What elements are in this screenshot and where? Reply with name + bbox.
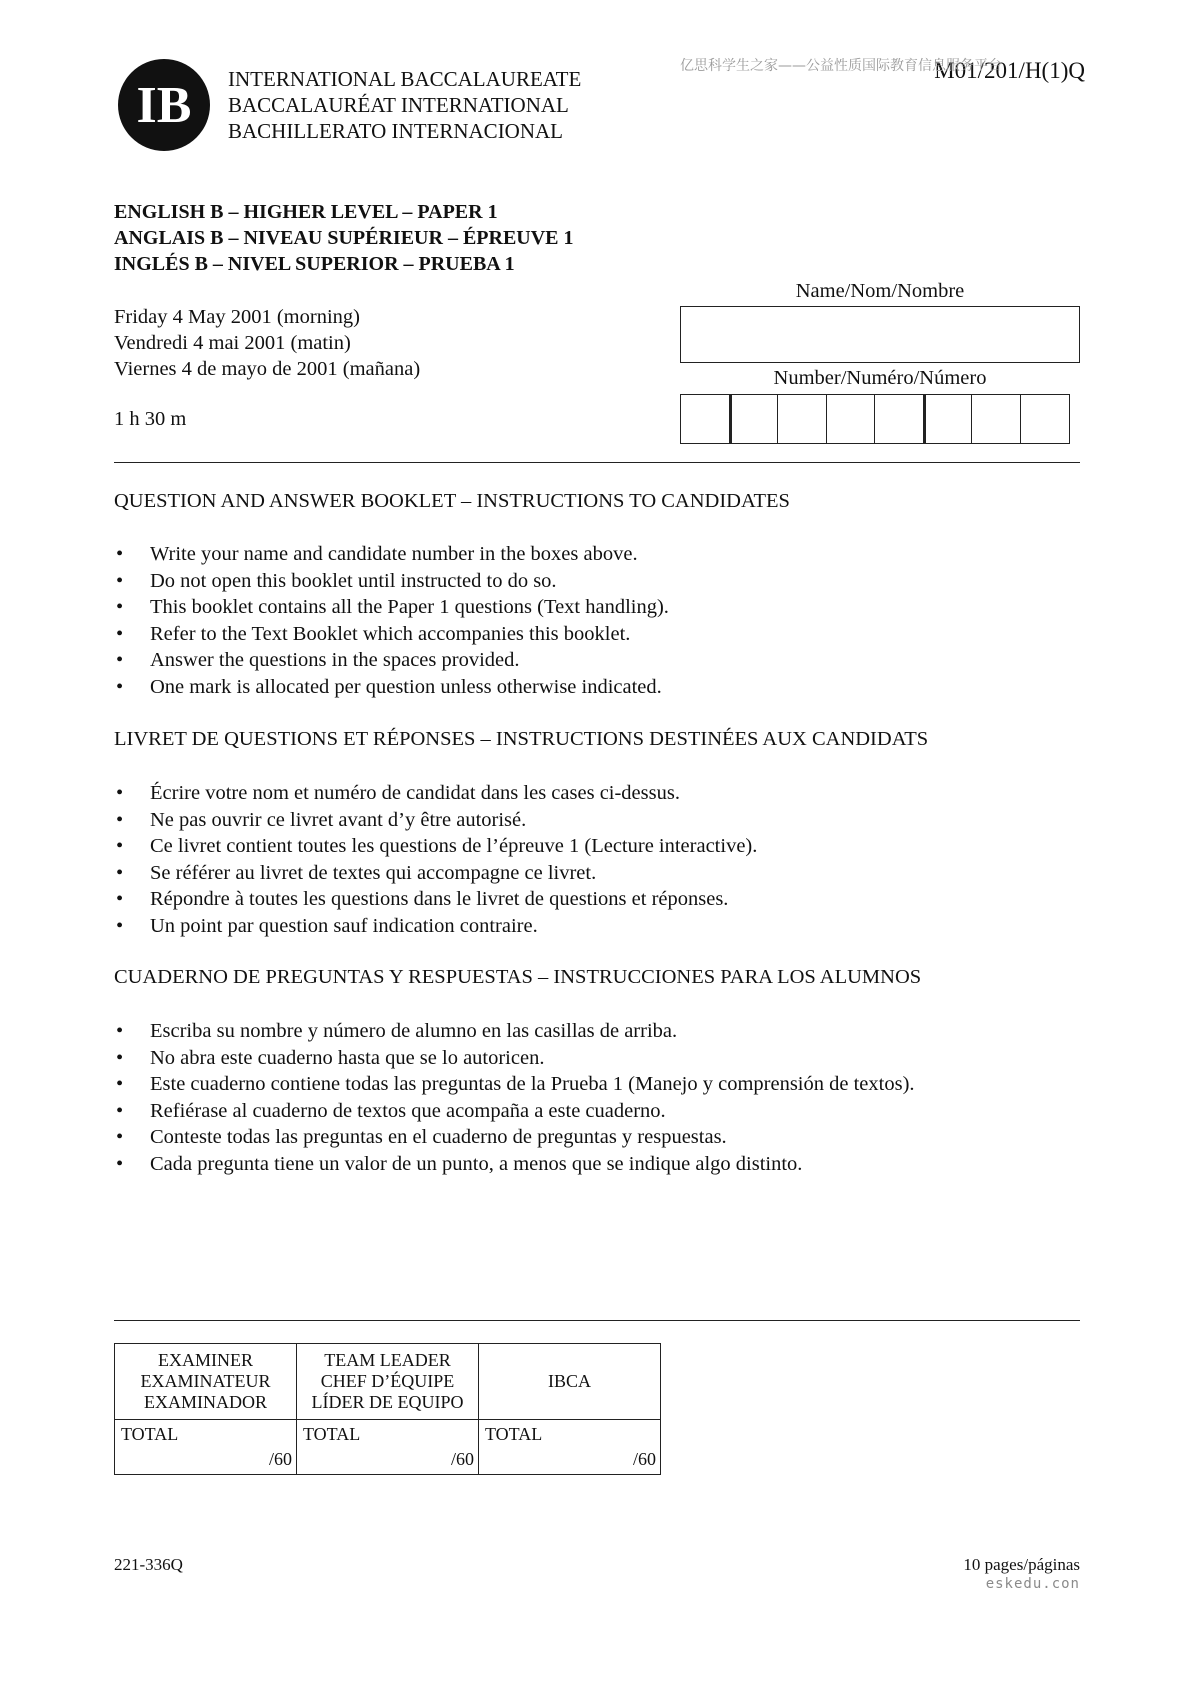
organization-names — [228, 66, 581, 144]
subject-en: ENGLISH B – HIGHER LEVEL – PAPER 1 — [114, 201, 498, 223]
list-item: • This booklet contains all the Paper 1 questions (Text handling). — [114, 594, 669, 621]
list-item: • Refer to the Text Booklet which accompanies this booklet. — [114, 621, 669, 648]
ibca-header: IBCA — [479, 1344, 661, 1420]
date-fr: Vendredi 4 mai 2001 (matin) — [114, 332, 351, 354]
subject-es: INGLÉS B – NIVEL SUPERIOR – PRUEBA 1 — [114, 253, 515, 275]
total-label: TOTAL — [303, 1424, 361, 1444]
name-field[interactable] — [680, 306, 1080, 363]
number-box[interactable] — [778, 395, 827, 443]
section-heading-en: QUESTION AND ANSWER BOOKLET – INSTRUCTIONS TO CANDIDATES — [114, 490, 790, 512]
exam-dates — [114, 304, 420, 382]
number-box[interactable] — [730, 395, 779, 443]
list-item: • Écrire votre nom et numéro de candidat dans les cases ci-dessus. — [114, 780, 757, 807]
list-item: • Escriba su nombre y número de alumno en las casillas de arriba. — [114, 1018, 915, 1045]
total-label: TOTAL — [485, 1424, 543, 1444]
ib-logo-icon — [117, 58, 211, 152]
list-item: • Se référer au livret de textes qui accompagne ce livret. — [114, 860, 757, 887]
section-heading-fr: LIVRET DE QUESTIONS ET RÉPONSES – INSTRUCTIONS DESTINÉES AUX CANDIDATS — [114, 728, 929, 750]
list-item: • Conteste todas las preguntas en el cuaderno de preguntas y respuestas. — [114, 1124, 915, 1151]
instructions-en — [114, 541, 669, 701]
subject-fr: ANGLAIS B – NIVEAU SUPÉRIEUR – ÉPREUVE 1 — [114, 227, 574, 249]
date-en: Friday 4 May 2001 (morning) — [114, 306, 360, 328]
number-box[interactable] — [1021, 395, 1070, 443]
list-item: • Répondre à toutes les questions dans le livret de questions et réponses. — [114, 886, 757, 913]
list-item: • Ce livret contient toutes les questions de l’épreuve 1 (Lecture interactive). — [114, 833, 757, 860]
number-label: Number/Numéro/Número — [773, 367, 987, 389]
exam-duration: 1 h 30 m — [114, 408, 187, 430]
examiner-total-cell[interactable] — [115, 1420, 297, 1475]
section-heading-es: CUADERNO DE PREGUNTAS Y RESPUESTAS – INSTRUCCIONES PARA LOS ALUMNOS — [114, 966, 922, 988]
instructions-es — [114, 1018, 915, 1178]
list-item: • Ne pas ouvrir ce livret avant d’y être autorisé. — [114, 807, 757, 834]
name-label: Name/Nom/Nombre — [795, 280, 965, 302]
list-item: • Answer the questions in the spaces provided. — [114, 647, 669, 674]
document-code: M01/201/H(1)Q — [934, 58, 1085, 83]
number-box[interactable] — [681, 395, 730, 443]
instructions-fr — [114, 780, 757, 940]
exam-subject — [114, 199, 574, 277]
number-box[interactable] — [972, 395, 1021, 443]
watermark-text: 亿思科学生之家——公益性质国际教育信息服务平台 — [680, 58, 1002, 74]
candidate-number-boxes — [680, 394, 1070, 444]
list-item: • Este cuaderno contiene todas las preguntas de la Prueba 1 (Manejo y comprensión de textos). — [114, 1071, 915, 1098]
divider — [114, 462, 1080, 463]
list-item: • Cada pregunta tiene un valor de un punto, a menos que se indique algo distinto. — [114, 1151, 915, 1178]
list-item: • Write your name and candidate number in the boxes above. — [114, 541, 669, 568]
list-item: • Do not open this booklet until instructed to do so. — [114, 568, 669, 595]
total-max: /60 — [268, 1449, 292, 1469]
team-leader-total-cell[interactable] — [297, 1420, 479, 1475]
list-item: • Un point par question sauf indication contraire. — [114, 913, 757, 940]
footer-pages: 10 pages/páginas — [963, 1555, 1080, 1574]
org-name-en: INTERNATIONAL BACCALAUREATE — [228, 67, 582, 91]
number-box[interactable] — [827, 395, 876, 443]
footer-code: 221-336Q — [114, 1555, 183, 1574]
date-es: Viernes 4 de mayo de 2001 (mañana) — [114, 358, 421, 380]
ibca-total-cell[interactable] — [479, 1420, 661, 1475]
divider — [114, 1320, 1080, 1321]
list-item: • Refiérase al cuaderno de textos que acompaña a este cuaderno. — [114, 1098, 915, 1125]
marks-table — [114, 1343, 661, 1475]
number-box[interactable] — [875, 395, 924, 443]
logo-text: IB — [136, 77, 192, 134]
list-item: • No abra este cuaderno hasta que se lo autoricen. — [114, 1045, 915, 1072]
list-item: • One mark is allocated per question unless otherwise indicated. — [114, 674, 669, 701]
number-box[interactable] — [924, 395, 973, 443]
total-max: /60 — [632, 1449, 656, 1469]
examiner-header: EXAMINER EXAMINATEUR EXAMINADOR — [115, 1344, 297, 1420]
total-max: /60 — [450, 1449, 474, 1469]
org-name-fr: BACCALAURÉAT INTERNATIONAL — [228, 93, 569, 117]
team-leader-header: TEAM LEADER CHEF D’ÉQUIPE LÍDER DE EQUIPO — [297, 1344, 479, 1420]
total-label: TOTAL — [121, 1424, 179, 1444]
org-name-es: BACHILLERATO INTERNACIONAL — [228, 119, 564, 143]
footer-site: eskedu.con — [985, 1576, 1080, 1592]
